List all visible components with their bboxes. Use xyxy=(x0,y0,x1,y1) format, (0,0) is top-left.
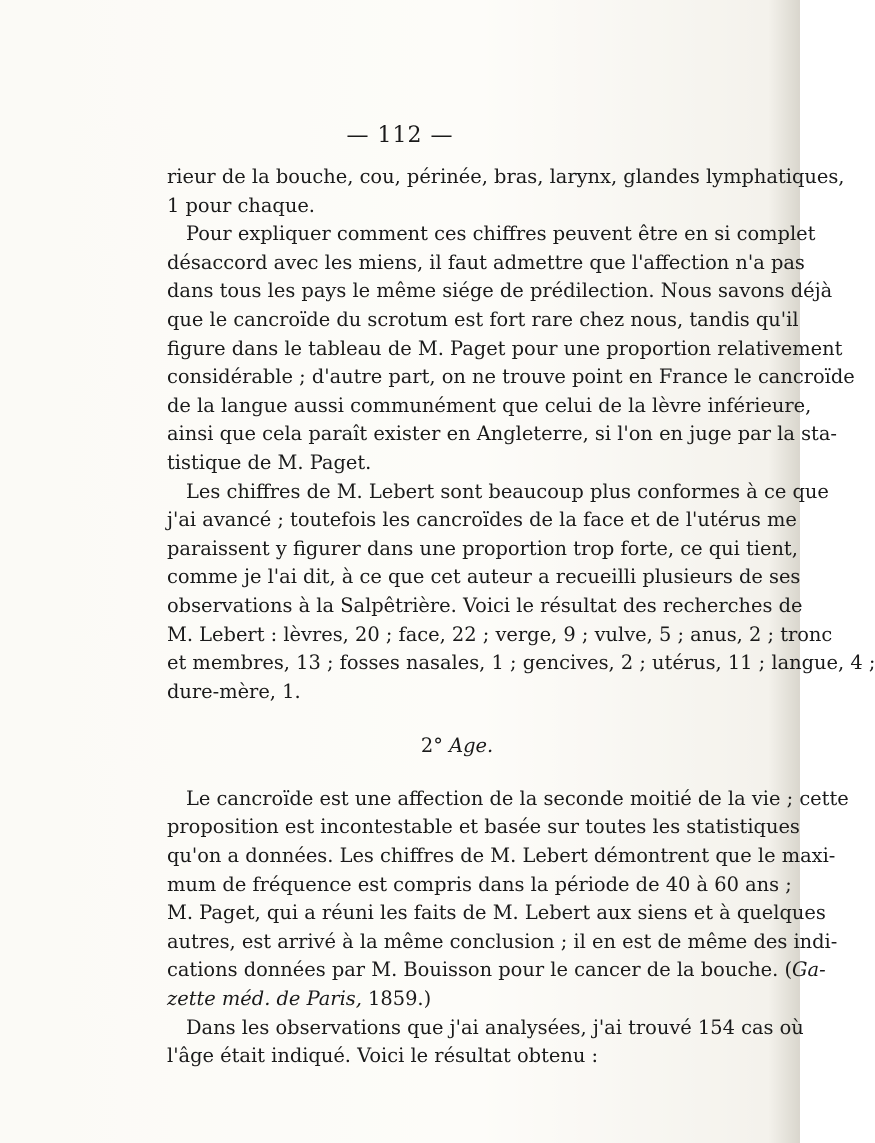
text-line: observations à la Salpêtrière. Voici le résultat des recherches de xyxy=(167,593,803,617)
text-line: tistique de M. Paget. xyxy=(167,450,372,474)
citation-journal: zette méd. de Paris, xyxy=(167,987,362,1011)
text-line: Dans les observations que j'ai analysées, j'ai trouvé 154 cas où xyxy=(186,1015,804,1039)
section-title: Age. xyxy=(449,734,494,758)
text-line: Le cancroïde est une affection de la seconde moitié de la vie ; cette xyxy=(186,786,849,810)
text-line: l'âge était indiqué. Voici le résultat obtenu : xyxy=(167,1044,599,1068)
text-line: M. Lebert : lèvres, 20 ; face, 22 ; verge, 9 ; vulve, 5 ; anus, 2 ; tronc xyxy=(167,622,833,646)
text-line: M. Paget, qui a réuni les faits de M. Lebert aux siens et à quelques xyxy=(167,901,826,925)
section-number: 2° xyxy=(420,734,443,758)
text-line xyxy=(167,956,826,985)
text-line: dans tous les pays le même siége de prédilection. Nous savons déjà xyxy=(167,279,833,303)
text-line: qu'on a données. Les chiffres de M. Lebert démontrent que le maxi- xyxy=(167,844,836,868)
text-line: de la langue aussi communément que celui de la lèvre inférieure, xyxy=(167,393,812,417)
text-line: mum de fréquence est compris dans la période de 40 à 60 ans ; xyxy=(167,872,792,896)
text-line: figure dans le tableau de M. Paget pour une proportion relativement xyxy=(167,336,843,360)
text-line: ainsi que cela paraît exister en Angleterre, si l'on en juge par la sta- xyxy=(167,422,837,446)
text-line: désaccord avec les miens, il faut admettre que l'affection n'a pas xyxy=(167,250,805,274)
text-line: Pour expliquer comment ces chiffres peuvent être en si complet xyxy=(186,222,816,246)
body-text xyxy=(167,163,875,1071)
text-line: j'ai avancé ; toutefois les cancroïdes de la face et de l'utérus me xyxy=(167,508,797,532)
text-line: et membres, 13 ; fosses nasales, 1 ; gencives, 2 ; utérus, 11 ; langue, 4 ; xyxy=(167,651,875,675)
text-fragment: cations données par M. Bouisson pour le cancer de la bouche. ( xyxy=(167,958,793,982)
citation-year: 1859.) xyxy=(361,987,432,1011)
text-line: autres, est arrivé à la même conclusion ; il en est de même des indi- xyxy=(167,929,838,953)
section-heading xyxy=(167,732,735,761)
text-line: considérable ; d'autre part, on ne trouve point en France le cancroïde xyxy=(167,365,855,389)
text-line: proposition est incontestable et basée sur toutes les statistiques xyxy=(167,815,800,839)
text-line: que le cancroïde du scrotum est fort rare chez nous, tandis qu'il xyxy=(167,307,799,331)
citation-journal-start: Ga- xyxy=(792,958,826,982)
text-line: dure-mère, 1. xyxy=(167,679,301,703)
page-number: — 112 — xyxy=(346,123,454,148)
text-line: Les chiffres de M. Lebert sont beaucoup plus conformes à ce que xyxy=(186,479,829,503)
text-line: comme je l'ai dit, à ce que cet auteur a recueilli plusieurs de ses xyxy=(167,565,801,589)
text-line: rieur de la bouche, cou, périnée, bras, larynx, glandes lymphatiques, xyxy=(167,165,845,188)
text-line xyxy=(167,985,735,1014)
text-line: paraissent y figurer dans une proportion trop forte, ce qui tient, xyxy=(167,536,798,560)
text-line: 1 pour chaque. xyxy=(167,193,315,217)
